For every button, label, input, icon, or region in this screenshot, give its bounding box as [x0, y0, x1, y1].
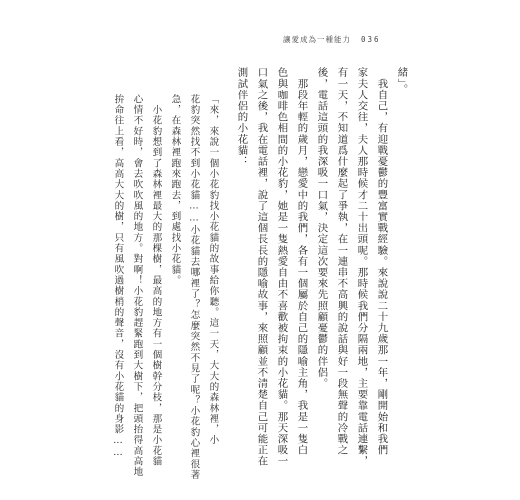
body-line: 我自己，有迎戰憂鬱的豐富實戰經驗。來說說二十九歲那一年，剛開始和我們 — [375, 67, 388, 456]
story-line: 小花豹想到了森林裡最大的那棵樹，最高的地方有一個樹幹分枝，那是小花貓 — [150, 94, 162, 467]
body-line: 測試伴侶的小花貓： — [235, 67, 248, 167]
body-line: 有一天，不知道爲什麼起了爭執，在一連串不高興的說話與好一段無聲的冷戰之 — [335, 67, 348, 456]
body-line: 緒」。 — [395, 67, 408, 96]
story-line: 「來，來說一個小花豹找小花貓的故事給你聽。這一天，大大的森林裡，小 — [207, 94, 219, 446]
story-line: 急，在森林裡跑來跑去，到處找小花貓。 — [169, 94, 181, 286]
story-line: 拚命往上看，高高大大的樹，只有風吹過樹梢的聲音，沒有小花貓的身影…… — [112, 94, 124, 459]
running-header — [283, 34, 381, 45]
book-title: 讓愛成為一種能力 — [283, 35, 351, 44]
body-line: 口氣之後，我在電話裡，說了這個長長的隱喻故事，來照顧並不清楚自己可能正在 — [255, 67, 268, 467]
page-number: 036 — [361, 35, 381, 44]
body-line: 後，電話這頭的我深吸一口氣，決定這次要來先照顧憂鬱的伴侶。 — [315, 67, 328, 389]
story-line: 花豹突然找不到小花貓……小花貓去哪裡了？怎麼突然不見了呢？小花豹心裡很著 — [188, 94, 200, 481]
body-line: 那段年輕的歲月，戀愛中的我們，各有一個屬於自己的隱喻主角，我是一隻白 — [295, 67, 308, 456]
body-line: 家夫人交往，夫人那時候才二十出頭呢。那時候我們分隔兩地，主要靠電話連繫， — [355, 67, 368, 467]
body-line: 色與咖啡色相間的小花豹，她是一隻熱愛自由不喜歡被拘束的小花貓。那天深吸一 — [275, 67, 288, 467]
story-line: 心情不好時，會去吹吹風的地方。對啊！小花豹趕緊跑到大樹下，把頭抬得高高地 — [131, 94, 143, 478]
